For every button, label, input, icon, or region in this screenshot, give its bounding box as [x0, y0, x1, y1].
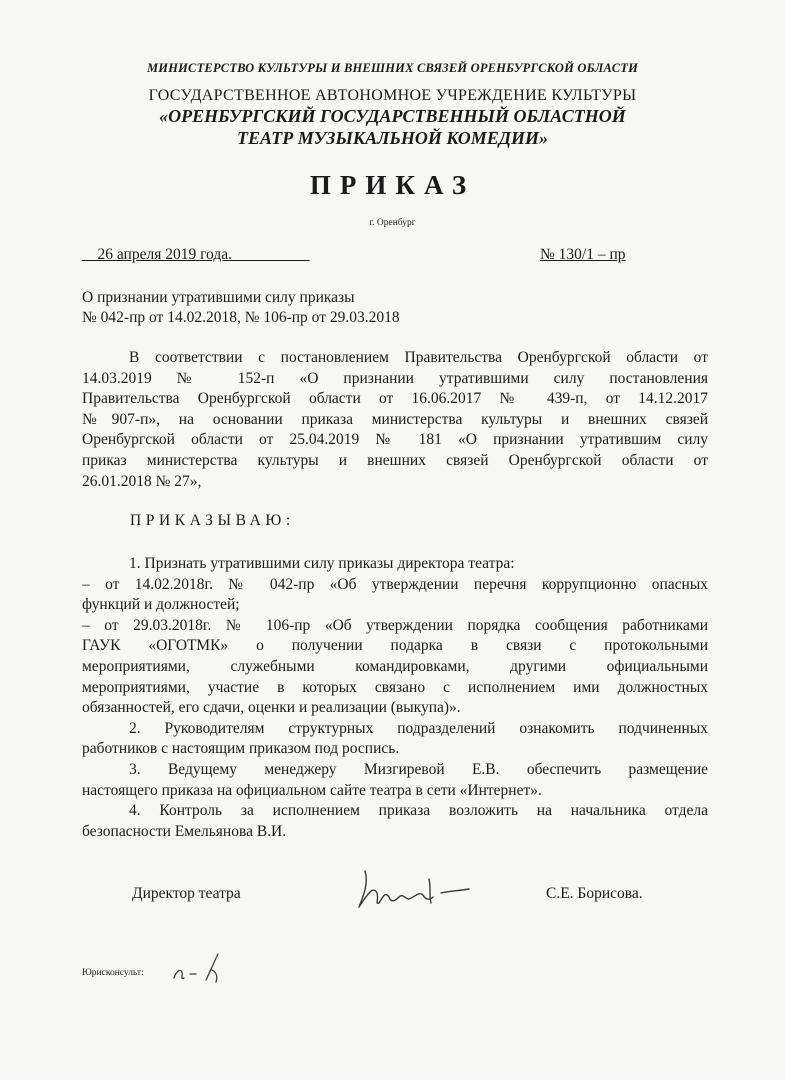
- preamble: [82, 348, 708, 492]
- preamble-line: приказ министерства культуры и внешних связей Оренбургской области от: [82, 451, 708, 469]
- item-1b-line: ГАУК «ОГОТМК» о получении подарка в связи с протокольными: [82, 637, 708, 655]
- institution-name-line2: ТЕАТР МУЗЫКАЛЬНОЙ КОМЕДИИ»: [236, 128, 549, 148]
- institution-type: ГОСУДАРСТВЕННОЕ АВТОНОМНОЕ УЧРЕЖДЕНИЕ КУЛЬТУРЫ: [148, 87, 637, 104]
- order-subject: [82, 288, 582, 328]
- order-items: [82, 554, 708, 842]
- item-1b-line: обязанностей, его сдачи, оценки и реализации (выкупа)».: [82, 699, 461, 717]
- preamble-line: 26.01.2018 № 27»,: [82, 472, 202, 490]
- item-1a-line: функций и должностей;: [82, 596, 240, 614]
- item-1b-line: – от 29.03.2018г. № 106-пр «Об утверждении порядка сообщения работниками: [82, 616, 708, 634]
- subject-line-1: О признании утратившими силу приказы: [82, 289, 355, 306]
- director-name: С.Е. Борисова.: [546, 885, 643, 902]
- preamble-line: 14.03.2019 № 152-п «О признании утратившими силу постановления: [82, 369, 708, 387]
- preamble-line: Правительства Оренбургской области от 16.06.2017 № 439-п, от 14.12.2017: [82, 390, 708, 408]
- lawyer-label: Юрисконсульт:: [82, 968, 144, 978]
- item-2-line: 2. Руководителям структурных подразделений ознакомить подчиненных: [129, 719, 708, 737]
- item-1b-line: мероприятиями, участие в которых связано с исполнением ими должностных: [82, 678, 708, 696]
- order-date-text: 26 апреля 2019 года.: [97, 246, 233, 263]
- ministry-header: МИНИСТЕРСТВО КУЛЬТУРЫ И ВНЕШНИХ СВЯЗЕЙ ОРЕНБУРГСКОЙ ОБЛАСТИ: [146, 61, 639, 75]
- order-date: __26 апреля 2019 года.__________: [82, 246, 310, 263]
- institution-name-line1: «ОРЕНБУРГСКИЙ ГОСУДАРСТВЕННЫЙ ОБЛАСТНОЙ: [159, 106, 626, 126]
- preamble-line: №907-п», на основании приказа министерства культуры и внешних связей: [82, 410, 708, 428]
- item-2-line: работников с настоящим приказом под роспись.: [82, 740, 400, 758]
- order-number: № 130/1 – пр: [540, 246, 626, 263]
- preamble-line: Оренбургской области от 25.04.2019 № 181 «О признании утратившим силу: [82, 431, 708, 449]
- order-city: г. Оренбург: [369, 218, 416, 228]
- director-signature-icon: [345, 857, 475, 917]
- item-3-line: 3. Ведущему менеджеру Мизгиревой Е.В. обеспечить размещение: [129, 760, 708, 778]
- item-4-line: 4. Контроль за исполнением приказа возложить на начальника отдела: [129, 802, 708, 820]
- subject-line-2: № 042-пр от 14.02.2018, № 106-пр от 29.03.2018: [82, 309, 400, 326]
- item-1b-line: мероприятиями, служебными командировками, другими официальными: [82, 657, 708, 675]
- item-4-line: безопасности Емельянова В.И.: [82, 822, 287, 840]
- director-label: Директор театра: [132, 885, 241, 902]
- item-1a-line: – от 14.02.2018г. № 042-пр «Об утверждении перечня коррупционно опасных: [82, 575, 708, 593]
- item-1-intro: 1. Признать утратившими силу приказы директора театра:: [129, 555, 515, 572]
- preamble-line: В соответствии с постановлением Правительства Оренбургской области от: [129, 349, 708, 366]
- item-3-line: настоящего приказа на официальном сайте театра в сети «Интернет».: [82, 781, 542, 799]
- lawyer-signature-icon: [166, 950, 236, 988]
- order-title: ПРИКАЗ: [309, 170, 476, 200]
- decree-word: ПРИКАЗЫВАЮ:: [130, 512, 295, 529]
